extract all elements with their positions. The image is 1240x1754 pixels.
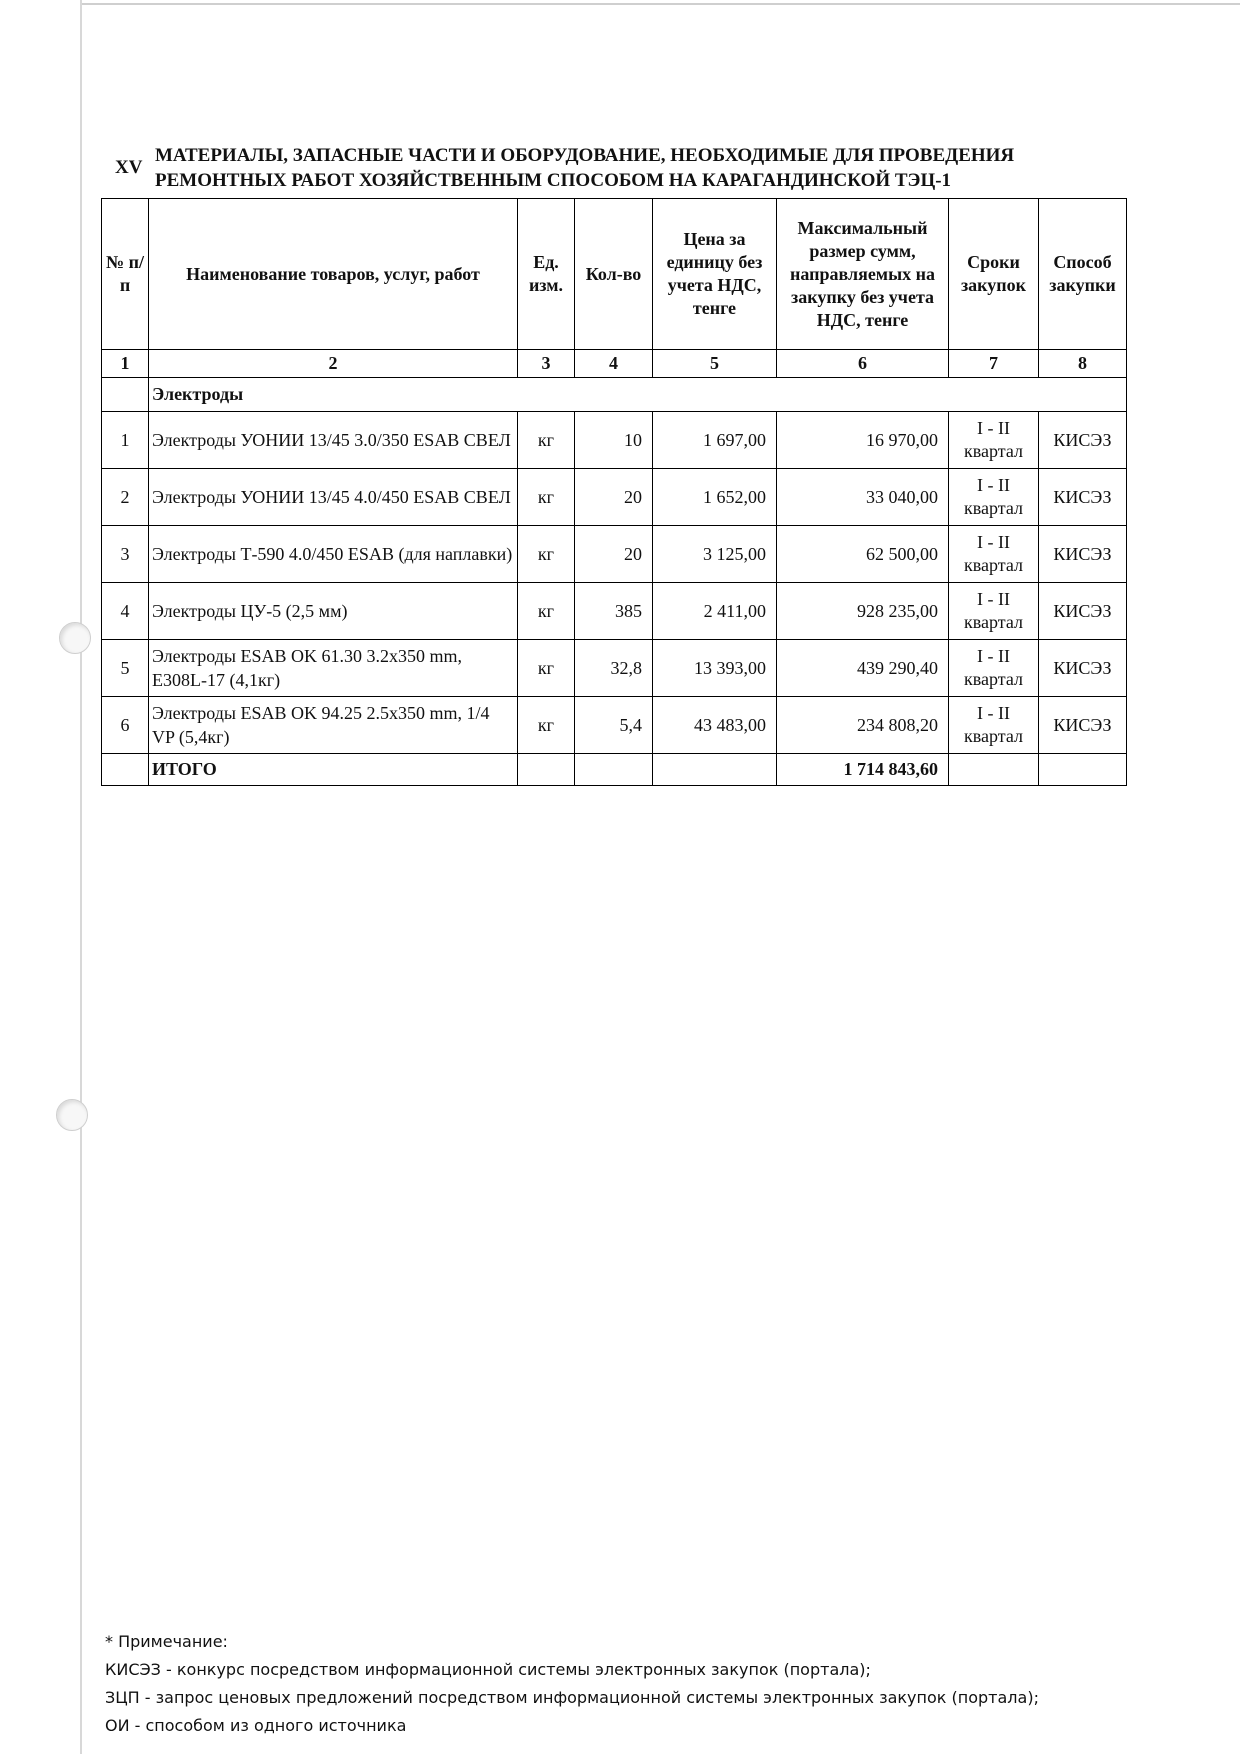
table-row <box>102 526 1127 583</box>
row-period-unit: квартал <box>964 441 1023 461</box>
group-label: Электроды <box>149 378 1127 412</box>
row-index: 4 <box>102 583 149 640</box>
column-number-cell: 3 <box>518 350 575 378</box>
table-row <box>102 583 1127 640</box>
note-line: КИСЭЗ - конкурс посредством информационной системы электронных закупок (портала); <box>105 1660 871 1679</box>
row-max-amount: 62 500,00 <box>777 526 949 583</box>
row-max-amount: 439 290,40 <box>777 640 949 697</box>
row-method: КИСЭЗ <box>1039 640 1127 697</box>
row-unit: кг <box>518 697 575 754</box>
row-quantity: 32,8 <box>575 640 653 697</box>
row-unit-price: 1 652,00 <box>653 469 777 526</box>
row-period <box>949 697 1039 754</box>
header-cell: Максимальный размер сумм, направляемых на закупку без учета НДС, тенге <box>777 199 949 350</box>
row-quantity: 20 <box>575 526 653 583</box>
scan-edge-left <box>80 0 82 1754</box>
notes-heading: * Примечание: <box>105 1632 228 1651</box>
header-cell: Способ закупки <box>1039 199 1127 350</box>
row-period-unit: квартал <box>964 555 1023 575</box>
note-line: ЗЦП - запрос ценовых предложений посредством информационной системы электронных закупок (портала); <box>105 1688 1039 1707</box>
column-number-cell: 1 <box>102 350 149 378</box>
row-method: КИСЭЗ <box>1039 469 1127 526</box>
row-quantity: 20 <box>575 469 653 526</box>
total-row <box>102 754 1127 786</box>
row-unit-price: 2 411,00 <box>653 583 777 640</box>
row-name: Электроды ESAB OK 94.25 2.5x350 mm, 1/4 VP (5,4кг) <box>149 697 518 754</box>
row-unit-price: 1 697,00 <box>653 412 777 469</box>
row-period <box>949 469 1039 526</box>
group-row <box>102 378 1127 412</box>
row-index: 2 <box>102 469 149 526</box>
section-title-line-1: МАТЕРИАЛЫ, ЗАПАСНЫЕ ЧАСТИ И ОБОРУДОВАНИЕ, НЕОБХОДИМЫЕ ДЛЯ ПРОВЕДЕНИЯ <box>155 145 1015 166</box>
row-period-range: I - II <box>977 532 1010 552</box>
row-max-amount: 33 040,00 <box>777 469 949 526</box>
row-period <box>949 583 1039 640</box>
header-cell: Цена за единицу без учета НДС, тенге <box>653 199 777 350</box>
row-period-range: I - II <box>977 475 1010 495</box>
row-max-amount: 928 235,00 <box>777 583 949 640</box>
punch-hole-top <box>59 622 91 654</box>
row-index: 1 <box>102 412 149 469</box>
row-quantity: 5,4 <box>575 697 653 754</box>
header-cell: Ед. изм. <box>518 199 575 350</box>
table-row <box>102 412 1127 469</box>
table-row <box>102 640 1127 697</box>
row-max-amount: 234 808,20 <box>777 697 949 754</box>
header-cell: Сроки закупок <box>949 199 1039 350</box>
row-period <box>949 526 1039 583</box>
row-unit: кг <box>518 640 575 697</box>
row-index: 3 <box>102 526 149 583</box>
notes-block <box>105 1628 1105 1740</box>
row-method: КИСЭЗ <box>1039 526 1127 583</box>
row-period-unit: квартал <box>964 726 1023 746</box>
column-number-cell: 4 <box>575 350 653 378</box>
row-name: Электроды УОНИИ 13/45 3.0/350 ESAB СВЕЛ <box>149 412 518 469</box>
row-period <box>949 640 1039 697</box>
header-row <box>102 199 1127 350</box>
total-empty-cell <box>1039 754 1127 786</box>
row-name: Электроды Т-590 4.0/450 ESAB (для наплавки) <box>149 526 518 583</box>
table-row <box>102 469 1127 526</box>
row-name: Электроды ESAB OK 61.30 3.2x350 mm, E308L-17 (4,1кг) <box>149 640 518 697</box>
row-unit-price: 3 125,00 <box>653 526 777 583</box>
row-period-range: I - II <box>977 418 1010 438</box>
row-period-unit: квартал <box>964 498 1023 518</box>
total-empty-cell <box>653 754 777 786</box>
row-name: Электроды УОНИИ 13/45 4.0/450 ESAB СВЕЛ <box>149 469 518 526</box>
total-empty-cell <box>949 754 1039 786</box>
note-line: ОИ - способом из одного источника <box>105 1716 407 1735</box>
row-period-range: I - II <box>977 646 1010 666</box>
row-method: КИСЭЗ <box>1039 583 1127 640</box>
row-unit: кг <box>518 469 575 526</box>
total-label: ИТОГО <box>149 754 518 786</box>
total-empty-cell <box>518 754 575 786</box>
section-number: XV <box>115 157 143 178</box>
column-number-row <box>102 350 1127 378</box>
row-quantity: 385 <box>575 583 653 640</box>
row-method: КИСЭЗ <box>1039 412 1127 469</box>
row-period-unit: квартал <box>964 669 1023 689</box>
row-unit: кг <box>518 583 575 640</box>
column-number-cell: 8 <box>1039 350 1127 378</box>
row-index: 5 <box>102 640 149 697</box>
row-unit: кг <box>518 526 575 583</box>
row-method: КИСЭЗ <box>1039 697 1127 754</box>
procurement-table <box>101 198 1127 786</box>
row-max-amount: 16 970,00 <box>777 412 949 469</box>
total-empty-cell <box>102 754 149 786</box>
section-title <box>155 143 1014 193</box>
header-cell: Кол-во <box>575 199 653 350</box>
row-period-unit: квартал <box>964 612 1023 632</box>
table-row <box>102 697 1127 754</box>
section-header <box>115 143 1125 193</box>
column-number-cell: 2 <box>149 350 518 378</box>
group-empty-cell <box>102 378 149 412</box>
section-title-line-2: РЕМОНТНЫХ РАБОТ ХОЗЯЙСТВЕННЫМ СПОСОБОМ НА КАРАГАНДИНСКОЙ ТЭЦ-1 <box>155 170 952 191</box>
row-index: 6 <box>102 697 149 754</box>
row-period-range: I - II <box>977 589 1010 609</box>
row-period-range: I - II <box>977 703 1010 723</box>
header-cell: Наименование товаров, услуг, работ <box>149 199 518 350</box>
column-number-cell: 5 <box>653 350 777 378</box>
header-cell: № п/п <box>102 199 149 350</box>
row-unit-price: 13 393,00 <box>653 640 777 697</box>
row-unit-price: 43 483,00 <box>653 697 777 754</box>
scan-edge-top <box>80 3 1240 5</box>
column-number-cell: 6 <box>777 350 949 378</box>
total-value: 1 714 843,60 <box>777 754 949 786</box>
row-unit: кг <box>518 412 575 469</box>
column-number-cell: 7 <box>949 350 1039 378</box>
total-empty-cell <box>575 754 653 786</box>
row-name: Электроды ЦУ-5 (2,5 мм) <box>149 583 518 640</box>
punch-hole-bottom <box>56 1099 88 1131</box>
row-quantity: 10 <box>575 412 653 469</box>
row-period <box>949 412 1039 469</box>
